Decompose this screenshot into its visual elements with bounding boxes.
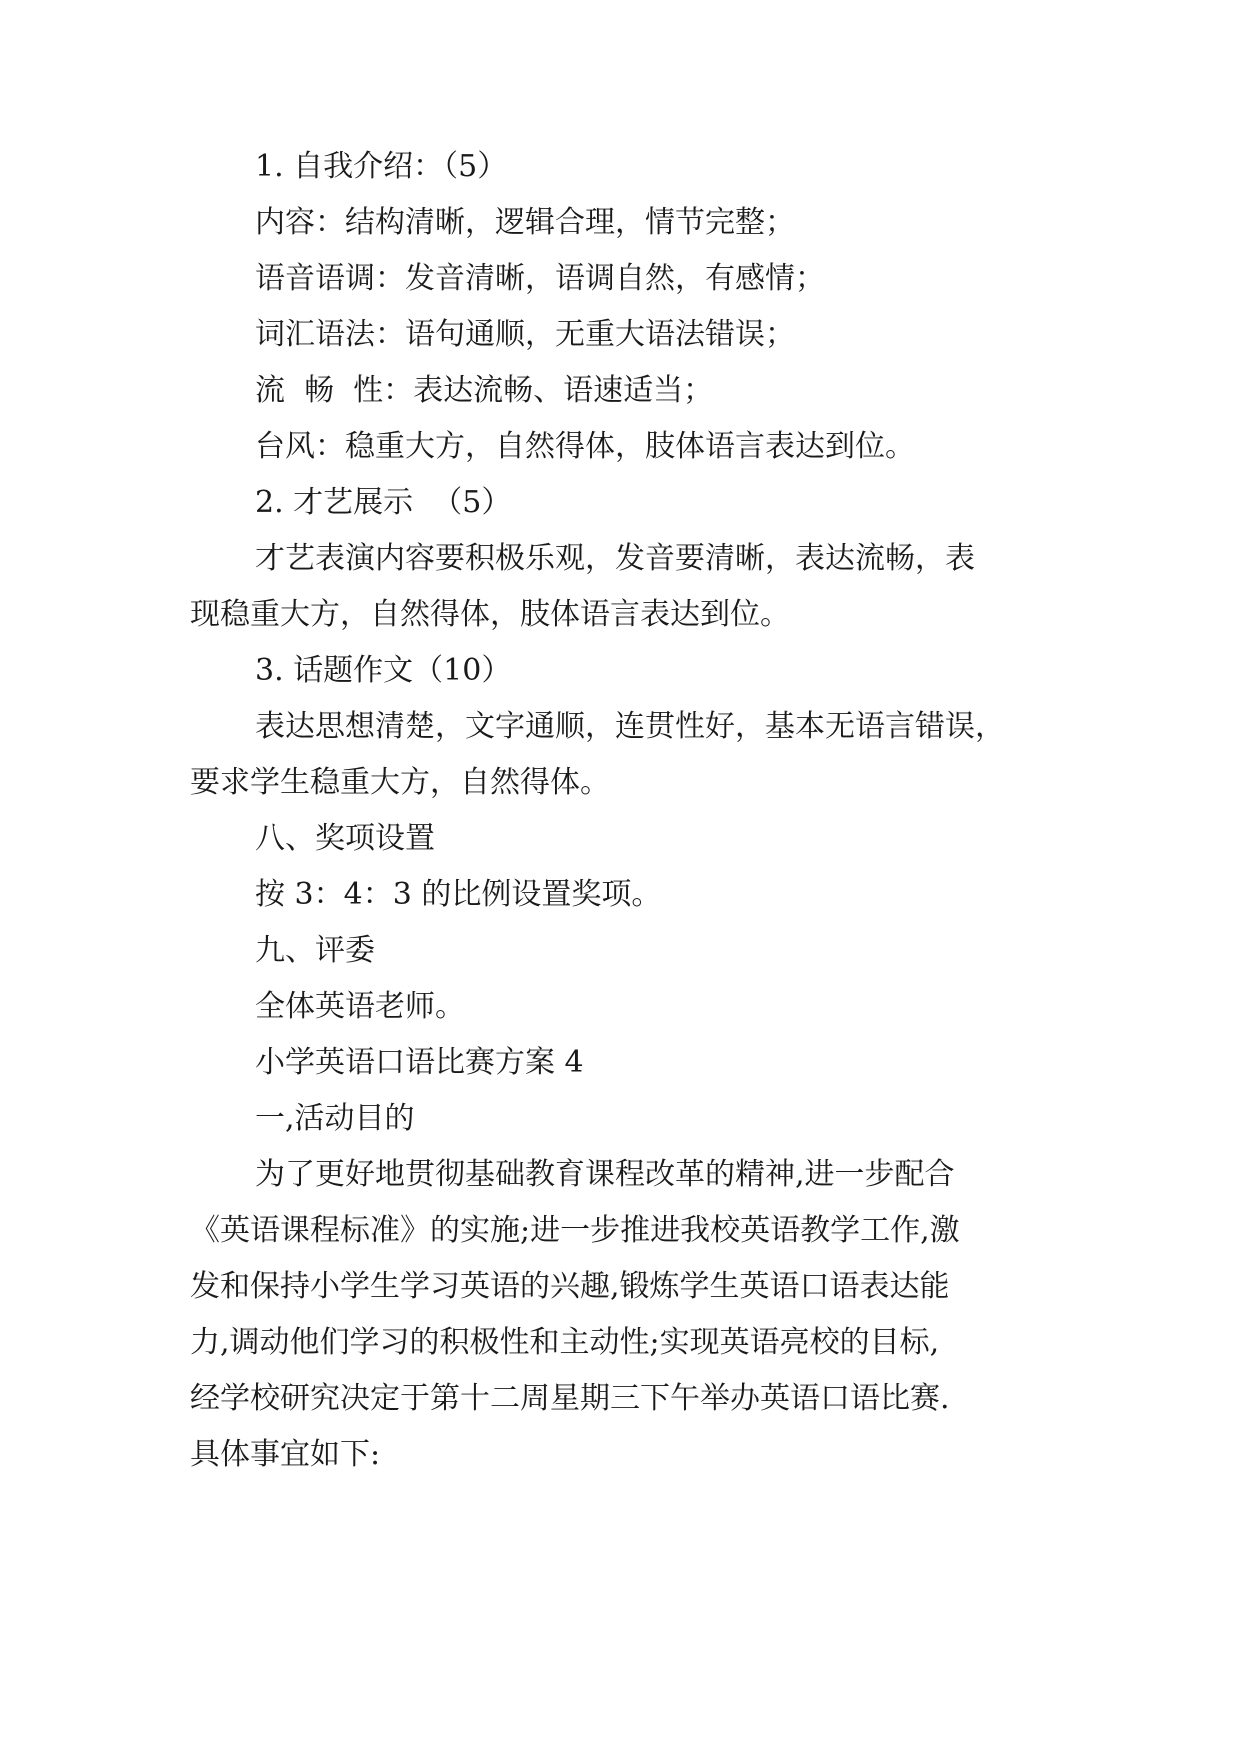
section-heading-talent-show: 2. 才艺展示 （5） bbox=[255, 485, 512, 520]
section-heading-awards: 八、奖项设置 bbox=[255, 821, 435, 856]
criterion-content: 内容：结构清晰，逻辑合理，情节完整； bbox=[255, 205, 795, 240]
section-heading-self-intro: 1. 自我介绍：（5） bbox=[255, 149, 508, 184]
section-heading-judges: 九、评委 bbox=[255, 933, 375, 968]
judges-text: 全体英语老师。 bbox=[255, 989, 465, 1024]
section-heading-purpose: 一,活动目的 bbox=[255, 1101, 415, 1136]
essay-paragraph-line-1: 表达思想清楚，文字通顺，连贯性好，基本无语言错误， bbox=[255, 709, 1005, 744]
awards-text: 按 3：4：3 的比例设置奖项。 bbox=[255, 877, 662, 912]
talent-paragraph-line-1: 才艺表演内容要积极乐观，发音要清晰，表达流畅，表 bbox=[255, 541, 975, 576]
plan-title: 小学英语口语比赛方案 4 bbox=[255, 1045, 584, 1080]
essay-paragraph-line-2: 要求学生稳重大方，自然得体。 bbox=[190, 765, 610, 800]
criterion-pronunciation: 语音语调：发音清晰，语调自然，有感情； bbox=[255, 261, 825, 296]
purpose-paragraph-line-1: 为了更好地贯彻基础教育课程改革的精神,进一步配合 bbox=[255, 1157, 955, 1192]
purpose-paragraph-line-6: 具体事宜如下: bbox=[190, 1437, 381, 1472]
purpose-paragraph-line-3: 发和保持小学生学习英语的兴趣,锻炼学生英语口语表达能 bbox=[190, 1269, 950, 1304]
criterion-stage-presence: 台风：稳重大方，自然得体，肢体语言表达到位。 bbox=[255, 429, 915, 464]
criterion-fluency: 流 畅 性：表达流畅、语速适当； bbox=[255, 373, 714, 408]
criterion-grammar: 词汇语法：语句通顺，无重大语法错误； bbox=[255, 317, 795, 352]
talent-paragraph-line-2: 现稳重大方，自然得体，肢体语言表达到位。 bbox=[190, 597, 790, 632]
purpose-paragraph-line-2: 《英语课程标准》的实施;进一步推进我校英语教学工作,激 bbox=[190, 1213, 960, 1248]
purpose-paragraph-line-4: 力,调动他们学习的积极性和主动性;实现英语亮校的目标, bbox=[190, 1325, 940, 1360]
section-heading-topic-essay: 3. 话题作文（10） bbox=[255, 653, 512, 688]
purpose-paragraph-line-5: 经学校研究决定于第十二周星期三下午举办英语口语比赛. bbox=[190, 1381, 950, 1416]
